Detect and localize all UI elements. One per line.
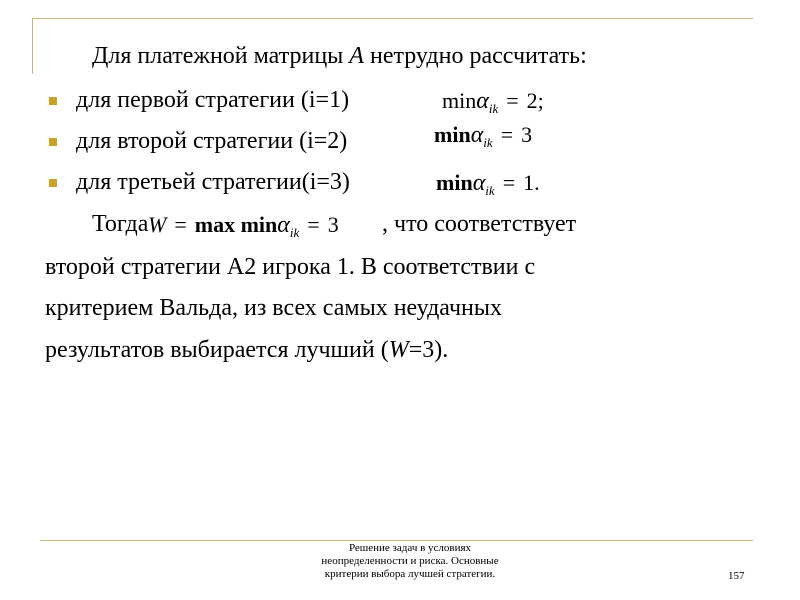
bottom-rule <box>40 540 753 541</box>
left-rule <box>32 18 33 74</box>
formula-equals-2: = <box>307 212 320 237</box>
value-1: 2; <box>526 88 544 113</box>
min-label-2: min <box>434 122 471 147</box>
then-suffix <box>382 210 576 238</box>
w-variable: W <box>148 212 167 237</box>
bullet-marker-2 <box>49 138 57 146</box>
footer-line-1: Решение задач в условиях <box>348 542 472 554</box>
footer-line-2: неопределенности и риска. Основные <box>321 555 499 567</box>
bullet-item-1 <box>76 86 349 114</box>
value-2: 3 <box>521 122 533 147</box>
bullet-item-3 <box>76 168 350 196</box>
para-line-3 <box>45 336 448 364</box>
intro-line <box>92 42 587 70</box>
formula-value: 3 <box>327 212 339 237</box>
then-line <box>92 210 148 238</box>
bullet-text-2: для второй стратегии (i=2) <box>76 128 348 154</box>
bullet-text-1: для первой стратегии (i=1) <box>76 87 350 113</box>
equals-1: = <box>506 88 519 113</box>
subscript-1: ik <box>488 101 499 116</box>
bullet-item-2 <box>76 127 347 155</box>
top-rule <box>32 18 753 19</box>
formula-subscript: ik <box>289 225 300 240</box>
bullet-formula-3 <box>436 169 540 200</box>
min-label-3: min <box>436 170 473 195</box>
alpha-symbol-2: α <box>470 122 484 148</box>
then-suffix-text: , что соответствует <box>382 211 577 237</box>
last-line-suffix: =3). <box>408 337 449 363</box>
equals-2: = <box>500 122 514 147</box>
min-label: min <box>240 212 278 237</box>
bullet-formula-2 <box>434 121 532 152</box>
formula-alpha: α <box>277 212 290 238</box>
value-3: 1. <box>523 170 540 195</box>
footer-caption <box>260 542 560 581</box>
intro-var: A <box>349 43 364 69</box>
max-label: max <box>194 212 236 237</box>
intro-prefix: Для платежной матрицы <box>92 43 350 69</box>
para-line-2 <box>45 294 502 322</box>
then-label: Тогда <box>92 211 149 237</box>
bullet-marker-1 <box>49 97 57 105</box>
para-text-2: критерием Вальда, из всех самых неудачных <box>45 295 503 321</box>
bullet-formula-1 <box>442 87 544 118</box>
alpha-symbol-3: α <box>472 170 486 196</box>
last-line-var: W <box>388 337 409 363</box>
footer-line-3: критерии выбора лучшей стратегии. <box>324 568 496 580</box>
then-formula <box>148 211 339 242</box>
min-label-1: min <box>442 88 477 113</box>
bullet-text-3: для третьей стратегии(i=3) <box>76 169 350 195</box>
para-line-1 <box>45 253 535 281</box>
para-text-1: второй стратегии А2 игрока 1. В соответствии с <box>45 254 536 280</box>
intro-suffix: нетрудно рассчитать: <box>363 43 587 69</box>
formula-equals: = <box>174 212 187 237</box>
page-number: 157 <box>728 570 745 582</box>
last-line-prefix: результатов выбирается лучший ( <box>45 337 389 363</box>
alpha-symbol-1: α <box>476 88 489 114</box>
subscript-3: ik <box>485 183 495 198</box>
bullet-marker-3 <box>49 179 57 187</box>
equals-3: = <box>502 170 516 195</box>
subscript-2: ik <box>483 135 493 150</box>
